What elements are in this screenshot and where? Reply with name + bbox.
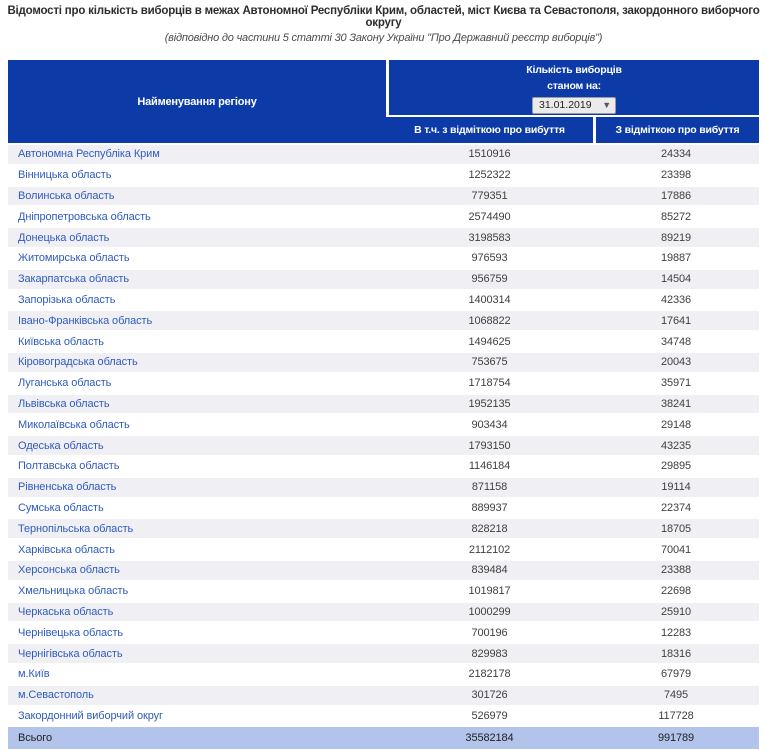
region-link[interactable]: Вінницька область — [8, 166, 386, 185]
table-row — [8, 395, 759, 414]
departed-count-cell: 29148 — [593, 415, 759, 434]
region-link[interactable]: Автономна Республіка Крим — [8, 145, 386, 164]
table-row — [8, 561, 759, 580]
table-row — [8, 436, 759, 455]
departed-count-cell: 34748 — [593, 332, 759, 351]
table-row — [8, 457, 759, 476]
table-row — [8, 145, 759, 164]
region-link[interactable]: Івано-Франківська область — [8, 311, 386, 330]
table-row — [8, 499, 759, 518]
departed-count-cell: 20043 — [593, 353, 759, 372]
departed-count-cell: 17886 — [593, 187, 759, 206]
departed-count-cell: 25910 — [593, 603, 759, 622]
region-link[interactable]: Тернопільська область — [8, 519, 386, 538]
total-count-cell: 829983 — [386, 644, 593, 663]
region-link[interactable]: Черкаська область — [8, 603, 386, 622]
total-count-cell: 839484 — [386, 561, 593, 580]
date-select[interactable] — [532, 97, 616, 114]
total-count-cell: 1718754 — [386, 374, 593, 393]
table-row — [8, 207, 759, 226]
departed-count-cell: 23398 — [593, 166, 759, 185]
region-link[interactable]: Полтавська область — [8, 457, 386, 476]
table-row — [8, 311, 759, 330]
departed-count-cell: 43235 — [593, 436, 759, 455]
region-link[interactable]: Закордонний виборчий округ — [8, 707, 386, 726]
region-link[interactable]: Луганська область — [8, 374, 386, 393]
departed-count-cell: 42336 — [593, 291, 759, 310]
departed-count-cell: 24334 — [593, 145, 759, 164]
total-count-cell: 1494625 — [386, 332, 593, 351]
total-count-cell: 700196 — [386, 623, 593, 642]
table-row — [8, 249, 759, 268]
departed-count-cell: 117728 — [593, 707, 759, 726]
region-link[interactable]: Одеська область — [8, 436, 386, 455]
total-count-cell: 1510916 — [386, 145, 593, 164]
total-count-cell: 1400314 — [386, 291, 593, 310]
total-count-cell: 976593 — [386, 249, 593, 268]
departed-count-cell: 18316 — [593, 644, 759, 663]
page-subtitle: (відповідно до частини 5 статті 30 Закону України "Про Державний реєстр виборців") — [164, 32, 603, 44]
departed-count-cell: 35971 — [593, 374, 759, 393]
table-row — [8, 166, 759, 185]
table-row — [8, 707, 759, 726]
departed-count-cell: 17641 — [593, 311, 759, 330]
region-link[interactable]: м.Київ — [8, 665, 386, 684]
total-count-cell: 3198583 — [386, 228, 593, 247]
total-row-total-count: 35582184 — [386, 727, 593, 749]
total-count-cell: 871158 — [386, 478, 593, 497]
total-count-cell: 1146184 — [386, 457, 593, 476]
departed-count-cell: 70041 — [593, 540, 759, 559]
total-count-cell: 2182178 — [386, 665, 593, 684]
table-row — [8, 519, 759, 538]
region-link[interactable]: Хмельницька область — [8, 582, 386, 601]
table-row — [8, 332, 759, 351]
column-header-region: Найменування регіону — [8, 60, 386, 143]
region-link[interactable]: Миколаївська область — [8, 415, 386, 434]
departed-count-cell: 19114 — [593, 478, 759, 497]
region-link[interactable]: Київська область — [8, 332, 386, 351]
departed-count-cell: 85272 — [593, 207, 759, 226]
total-count-cell: 2112102 — [386, 540, 593, 559]
total-count-cell: 1000299 — [386, 603, 593, 622]
region-link[interactable]: Закарпатська область — [8, 270, 386, 289]
region-link[interactable]: Харківська область — [8, 540, 386, 559]
region-link[interactable]: Чернівецька область — [8, 623, 386, 642]
region-link[interactable]: Сумська область — [8, 499, 386, 518]
total-count-cell: 1952135 — [386, 395, 593, 414]
page-title: Відомості про кількість виборців в межах Автономної Республіки Крим, областей, міст Києва та Севастополя, закордонного виборчого округу — [7, 5, 760, 29]
total-count-cell: 779351 — [386, 187, 593, 206]
total-count-cell: 1793150 — [386, 436, 593, 455]
region-link[interactable]: м.Севастополь — [8, 686, 386, 705]
column-header-count — [386, 60, 759, 115]
total-count-cell: 1252322 — [386, 166, 593, 185]
departed-count-cell: 67979 — [593, 665, 759, 684]
departed-count-cell: 29895 — [593, 457, 759, 476]
table-row — [8, 686, 759, 705]
total-count-cell: 956759 — [386, 270, 593, 289]
total-count-cell: 526979 — [386, 707, 593, 726]
total-count-cell: 301726 — [386, 686, 593, 705]
total-row — [8, 727, 759, 749]
region-link[interactable]: Рівненська область — [8, 478, 386, 497]
departed-count-cell: 14504 — [593, 270, 759, 289]
table-row — [8, 623, 759, 642]
table-row — [8, 291, 759, 310]
departed-count-cell: 89219 — [593, 228, 759, 247]
total-count-cell: 753675 — [386, 353, 593, 372]
table-row — [8, 478, 759, 497]
region-link[interactable]: Львівська область — [8, 395, 386, 414]
table-row — [8, 415, 759, 434]
table-row — [8, 603, 759, 622]
departed-count-cell: 22374 — [593, 499, 759, 518]
departed-count-cell: 18705 — [593, 519, 759, 538]
column-header-departed: З відміткою про вибуття — [593, 117, 759, 143]
chevron-down-icon: ▼ — [602, 99, 611, 110]
total-row-label: Всього — [8, 727, 386, 749]
table-row — [8, 353, 759, 372]
departed-count-cell: 12283 — [593, 623, 759, 642]
region-link[interactable]: Херсонська область — [8, 561, 386, 580]
departed-count-cell: 38241 — [593, 395, 759, 414]
total-row-departed-count: 991789 — [593, 727, 759, 749]
region-link[interactable]: Кіровоградська область — [8, 353, 386, 372]
region-link[interactable]: Волинська область — [8, 187, 386, 206]
count-header-line2: станом на: — [547, 79, 601, 92]
departed-count-cell: 19887 — [593, 249, 759, 268]
total-count-cell: 2574490 — [386, 207, 593, 226]
region-link[interactable]: Дніпропетровська область — [8, 207, 386, 226]
table-body — [8, 145, 759, 725]
table-row — [8, 374, 759, 393]
total-count-cell: 1019817 — [386, 582, 593, 601]
region-link[interactable]: Запорізька область — [8, 291, 386, 310]
table-row — [8, 644, 759, 663]
table-row — [8, 187, 759, 206]
total-count-cell: 1068822 — [386, 311, 593, 330]
departed-count-cell: 23388 — [593, 561, 759, 580]
region-link[interactable]: Житомирська область — [8, 249, 386, 268]
departed-count-cell: 7495 — [593, 686, 759, 705]
count-header-line1: Кількість виборців — [526, 63, 622, 76]
table-row — [8, 228, 759, 247]
total-count-cell: 889937 — [386, 499, 593, 518]
table-row — [8, 540, 759, 559]
table-row — [8, 270, 759, 289]
voters-table — [8, 58, 759, 751]
table-row — [8, 582, 759, 601]
total-count-cell: 828218 — [386, 519, 593, 538]
region-link[interactable]: Чернігівська область — [8, 644, 386, 663]
date-select-wrap — [532, 97, 616, 114]
table-row — [8, 665, 759, 684]
total-count-cell: 903434 — [386, 415, 593, 434]
region-link[interactable]: Донецька область — [8, 228, 386, 247]
column-header-total-count: В т.ч. з відміткою про вибуття — [386, 117, 593, 143]
departed-count-cell: 22698 — [593, 582, 759, 601]
